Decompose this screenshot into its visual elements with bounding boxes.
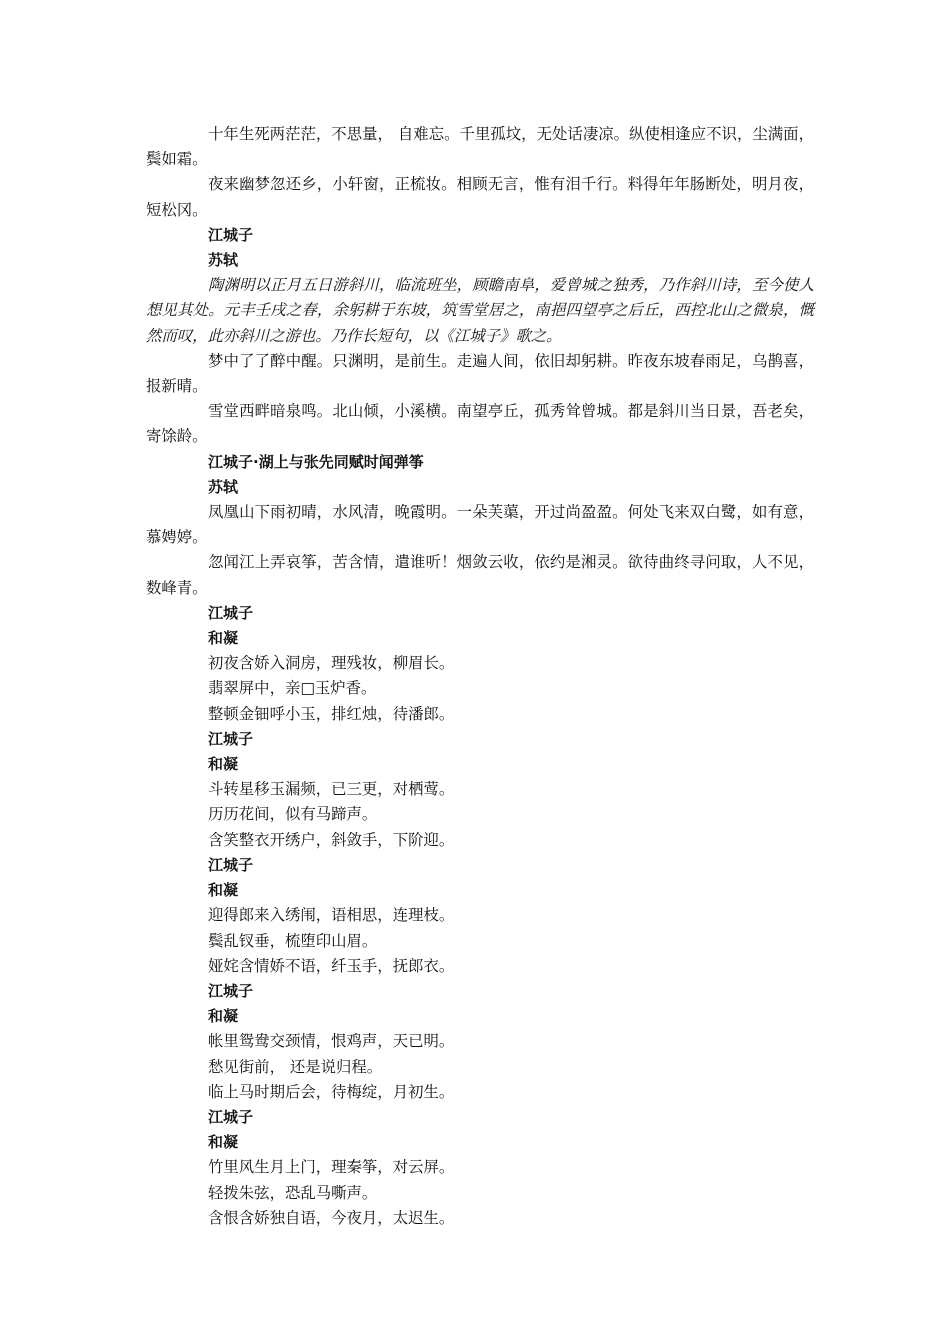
document-page xyxy=(146,122,814,1231)
poem-title: 江城子·湖上与张先同赋时闻弹筝 xyxy=(208,452,424,471)
poem-paragraph: 娅姹含情娇不语，纤玉手，抚郎衣。 xyxy=(208,956,455,975)
poem-author: 和凝 xyxy=(208,1007,239,1026)
poem-paragraph: 忽闻江上弄哀筝，苦含情，遣谁听！烟敛云收，依约是湘灵。欲待曲终寻问取，人不见，数峰青。 xyxy=(146,553,814,597)
poem-paragraph: 愁见街前， 还是说归程。 xyxy=(208,1057,383,1076)
poem-title: 江城子 xyxy=(208,225,254,244)
poem-paragraph: 迎得郎来入绣闱，语相思，连理枝。 xyxy=(208,906,455,925)
poem-paragraph: 轻拨朱弦，恐乱马嘶声。 xyxy=(208,1183,378,1202)
poem-paragraph: 含恨含娇独自语，今夜月，太迟生。 xyxy=(208,1208,455,1227)
poem-paragraph: 历历花间，似有马蹄声。 xyxy=(208,805,378,824)
poem-paragraph: 鬓乱钗垂，梳堕印山眉。 xyxy=(208,931,378,950)
poem-author: 和凝 xyxy=(208,881,239,900)
poem-paragraph: 翡翠屏中，亲□玉炉香。 xyxy=(208,679,377,698)
poem-paragraph: 十年生死两茫茫，不思量， 自难忘。千里孤坟，无处话凄凉。纵使相逢应不识，尘满面，鬓如霜。 xyxy=(146,125,814,169)
poem-paragraph: 整顿金钿呼小玉，排红烛，待潘郎。 xyxy=(208,704,455,723)
poem-author: 苏轼 xyxy=(208,251,239,270)
poem-paragraph: 雪堂西畔暗泉鸣。北山倾，小溪横。南望亭丘，孤秀耸曾城。都是斜川当日景，吾老矣，寄馀龄。 xyxy=(146,402,814,446)
poem-title: 江城子 xyxy=(208,981,254,1000)
poem-author: 苏轼 xyxy=(208,477,239,496)
poem-author: 和凝 xyxy=(208,629,239,648)
poem-title: 江城子 xyxy=(208,1107,254,1126)
poem-author: 和凝 xyxy=(208,1133,239,1152)
poem-title: 江城子 xyxy=(208,729,254,748)
poem-paragraph: 竹里风生月上门，理秦筝，对云屏。 xyxy=(208,1158,455,1177)
poem-paragraph: 斗转星移玉漏频，已三更，对栖莺。 xyxy=(208,780,455,799)
poem-title: 江城子 xyxy=(208,855,254,874)
poem-paragraph: 梦中了了醉中醒。只渊明，是前生。走遍人间，依旧却躬耕。昨夜东坡春雨足，乌鹊喜，报新晴。 xyxy=(146,351,814,396)
poem-paragraph: 帐里鸳鸯交颈情，恨鸡声，天已明。 xyxy=(208,1032,455,1051)
poem-paragraph: 含笑整衣开绣户，斜敛手，下阶迎。 xyxy=(208,830,455,849)
poem-author: 和凝 xyxy=(208,755,239,774)
poem-preface: 陶渊明以正月五日游斜川，临流班坐，顾瞻南阜，爱曾城之独秀，乃作斜川诗，至今使人想见其处。元丰壬戌之春，余躬耕于东坡，筑雪堂居之，南挹四望亭之后丘，西控北山之微泉，慨然而叹，此亦斜川之游也。乃作长短句，以《江城子》歌之。 xyxy=(146,276,814,345)
poem-paragraph: 凤凰山下雨初晴，水风清，晚霞明。一朵芙蕖，开过尚盈盈。何处飞来双白鹭，如有意，慕娉婷。 xyxy=(146,503,814,547)
poem-paragraph: 临上马时期后会，待梅绽，月初生。 xyxy=(208,1082,455,1101)
poem-paragraph: 夜来幽梦忽还乡，小轩窗，正梳妆。相顾无言，惟有泪千行。料得年年肠断处，明月夜，短松冈。 xyxy=(146,175,814,219)
poem-paragraph: 初夜含娇入洞房，理残妆，柳眉长。 xyxy=(208,654,455,673)
poem-title: 江城子 xyxy=(208,603,254,622)
